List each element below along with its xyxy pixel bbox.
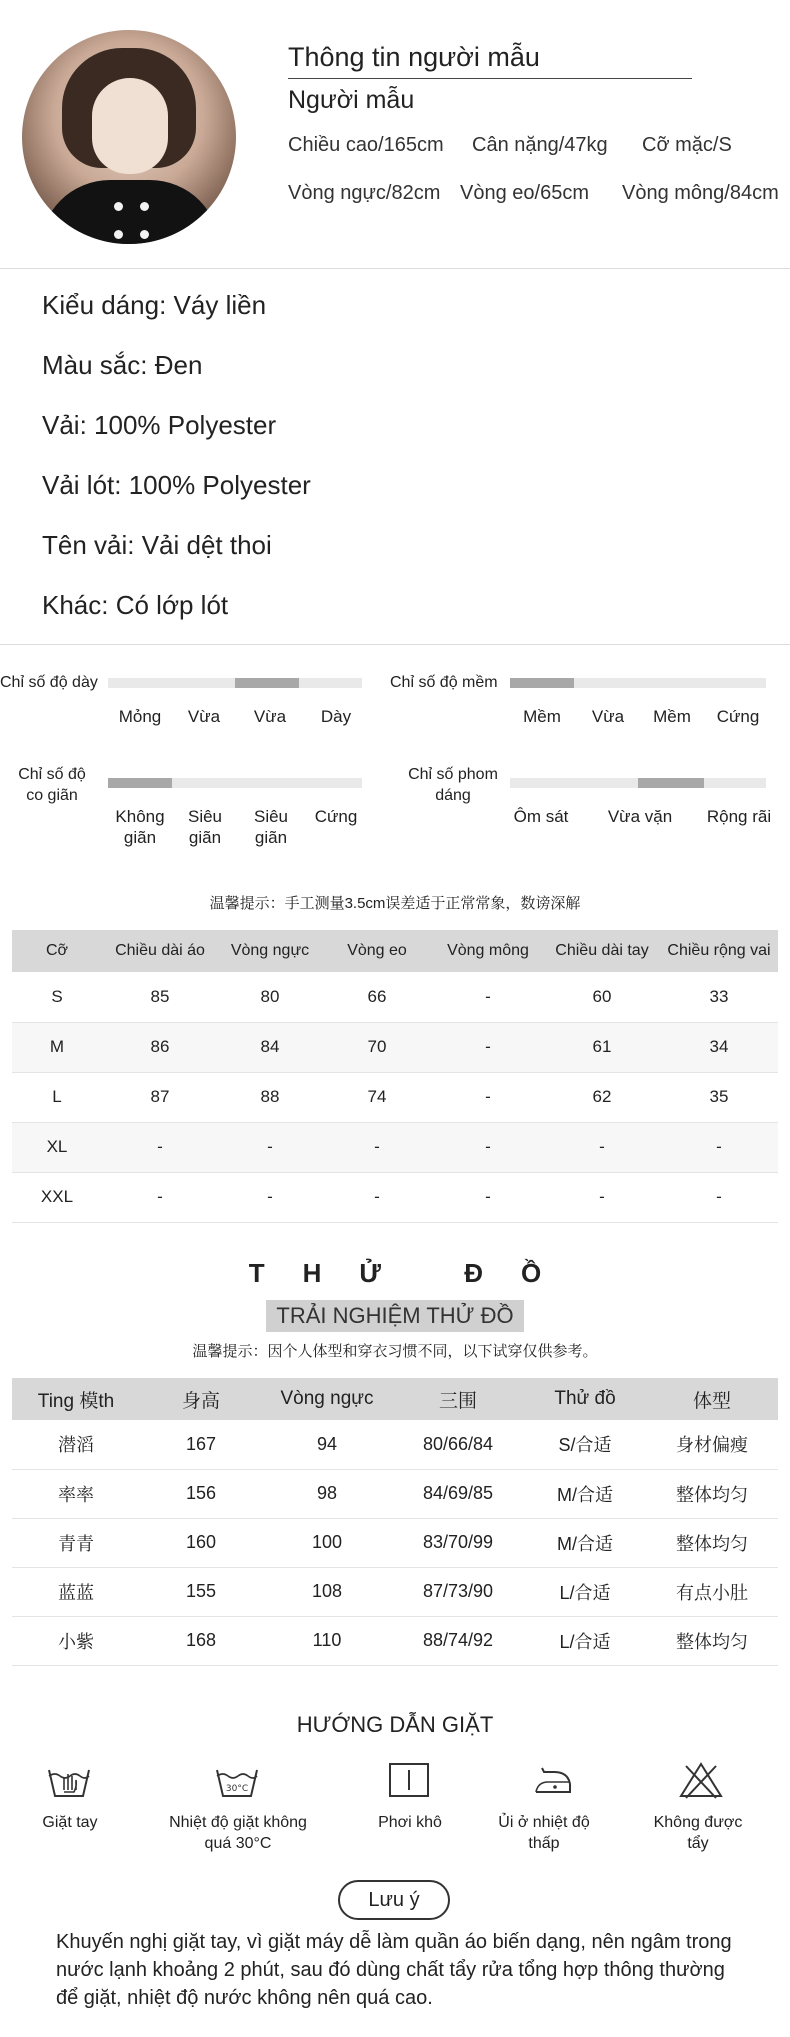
model-info-section — [0, 0, 790, 268]
model-bust: Vòng ngực/82cm — [288, 182, 441, 204]
table-cell: - — [544, 1172, 660, 1222]
table-cell: - — [660, 1172, 778, 1222]
table-cell: 率率 — [12, 1469, 140, 1518]
size-note: 温馨提示：手工测量3.5cm误差适于正常常象，数谤深解 — [209, 895, 581, 912]
column-header: Cỡ — [12, 930, 102, 972]
size-table — [12, 930, 778, 1223]
fit-index-fill — [638, 778, 704, 788]
table-cell: L — [12, 1072, 102, 1122]
table-cell: 34 — [660, 1022, 778, 1072]
thickness-index-fill — [235, 678, 299, 688]
column-header: Vòng eo — [322, 930, 432, 972]
table-cell: - — [432, 1072, 544, 1122]
title-underline — [288, 78, 692, 79]
table-row — [12, 1420, 778, 1469]
column-header: Chiều dài áo — [102, 930, 218, 972]
model-size: Cỡ mặc/S — [642, 134, 732, 156]
model-subtitle: Người mẫu — [288, 86, 415, 114]
line-dry-icon — [386, 1760, 432, 1800]
table-cell: 87/73/90 — [392, 1567, 524, 1616]
table-cell: 潜滔 — [12, 1420, 140, 1469]
table-cell: L/合适 — [524, 1567, 646, 1616]
softness-tick: Cứng — [716, 707, 760, 726]
table-cell: 86 — [102, 1022, 218, 1072]
try-on-note: 温馨提示：因个人体型和穿衣习惯不同，以下试穿仅供参考。 — [192, 1343, 598, 1360]
low-iron-label: Ủi ở nhiệt độ thấp — [498, 1814, 590, 1852]
no-bleach-label: Không được tẩy — [653, 1814, 743, 1852]
washing-guide-title: HƯỚNG DẪN GIẶT — [296, 1712, 494, 1737]
table-row — [12, 1567, 778, 1616]
table-cell: 108 — [262, 1567, 392, 1616]
table-cell: 88/74/92 — [392, 1616, 524, 1665]
thickness-index-bar — [108, 678, 362, 688]
column-header: Chiều dài tay — [544, 930, 660, 972]
spec-style: Kiểu dáng: Váy liền — [42, 290, 267, 320]
model-hip: Vòng mông/84cm — [622, 182, 779, 204]
table-row — [12, 1172, 778, 1222]
stretch-index-fill — [108, 778, 172, 788]
fit-tick: Rộng rãi — [706, 807, 772, 826]
thickness-tick: Vừa — [253, 707, 287, 726]
table-cell: 156 — [140, 1469, 262, 1518]
stretch-tick: Siêu giãn — [253, 807, 289, 847]
try-on-subtitle: TRẢI NGHIỆM THỬ ĐỒ — [266, 1300, 523, 1332]
column-header: Vòng ngực — [262, 1378, 392, 1420]
column-header: Vòng mông — [432, 930, 544, 972]
table-cell: 整体均匀 — [646, 1616, 778, 1665]
fit-index-bar — [510, 778, 766, 788]
table-row — [12, 1616, 778, 1665]
softness-index-fill — [510, 678, 574, 688]
washing-advice: Khuyến nghị giặt tay, vì giặt máy dễ làm quần áo biến dạng, nên ngâm trong nước lạnh khoảng 2 phút, sau đó dùng chất tẩy rửa tổng hợp thông thường để giặt, nhiệt độ nước không nên quá cao. — [56, 1931, 732, 2009]
column-header: 体型 — [646, 1378, 778, 1420]
table-cell: 94 — [262, 1420, 392, 1469]
table-cell: S — [12, 972, 102, 1022]
table-cell: 80/66/84 — [392, 1420, 524, 1469]
table-cell: - — [544, 1122, 660, 1172]
model-info-title: Thông tin người mẫu — [288, 42, 540, 72]
table-cell: 整体均匀 — [646, 1518, 778, 1567]
table-cell: - — [322, 1122, 432, 1172]
spec-fabric: Vải: 100% Polyester — [42, 410, 277, 440]
table-cell: 84/69/85 — [392, 1469, 524, 1518]
softness-index-label: Chỉ số độ mềm — [390, 674, 498, 691]
fit-tick: Ôm sát — [513, 807, 569, 826]
spec-other: Khác: Có lớp lót — [42, 590, 229, 620]
table-cell: 88 — [218, 1072, 322, 1122]
stretch-tick: Không giãn — [115, 807, 165, 847]
column-header: Vòng ngực — [218, 930, 322, 972]
fit-index-label: Chỉ số phom dáng — [408, 766, 498, 804]
table-cell: 110 — [262, 1616, 392, 1665]
table-cell: XL — [12, 1122, 102, 1172]
wash-30-icon — [214, 1760, 260, 1800]
table-cell: 98 — [262, 1469, 392, 1518]
model-waist: Vòng eo/65cm — [460, 182, 589, 204]
spec-color: Màu sắc: Đen — [42, 350, 203, 380]
table-cell: - — [102, 1172, 218, 1222]
table-cell: 身材偏瘦 — [646, 1420, 778, 1469]
table-cell: - — [322, 1172, 432, 1222]
try-on-table — [12, 1378, 778, 1666]
table-cell: - — [432, 1022, 544, 1072]
table-cell: 87 — [102, 1072, 218, 1122]
try-on-subtitle-wrap — [0, 1300, 790, 1332]
column-header: Thử đồ — [524, 1378, 646, 1420]
softness-tick: Mềm — [653, 707, 691, 726]
table-row — [12, 972, 778, 1022]
stretch-tick: Siêu giãn — [187, 807, 223, 847]
thickness-tick: Mỏng — [118, 707, 162, 726]
table-cell: - — [102, 1122, 218, 1172]
line-dry-label: Phơi khô — [378, 1814, 442, 1831]
table-cell: 61 — [544, 1022, 660, 1072]
table-cell: 168 — [140, 1616, 262, 1665]
table-cell: 35 — [660, 1072, 778, 1122]
model-avatar — [22, 30, 236, 244]
table-row — [12, 1518, 778, 1567]
note-badge: Lưu ý — [338, 1880, 450, 1920]
stretch-tick: Cứng — [314, 807, 358, 826]
table-cell: - — [218, 1172, 322, 1222]
wash-temp-label: Nhiệt độ giặt không quá 30°C — [169, 1814, 307, 1852]
table-cell: 70 — [322, 1022, 432, 1072]
thickness-tick: Vừa — [187, 707, 221, 726]
table-cell: 84 — [218, 1022, 322, 1072]
column-header: Chiều rộng vai — [660, 930, 778, 972]
column-header: Ting 模th — [12, 1378, 140, 1420]
table-row — [12, 1122, 778, 1172]
column-header: 三围 — [392, 1378, 524, 1420]
table-cell: - — [218, 1122, 322, 1172]
table-cell: 小紫 — [12, 1616, 140, 1665]
spec-fabric-name: Tên vải: Vải dệt thoi — [42, 530, 272, 560]
table-row — [12, 1072, 778, 1122]
hand-wash-icon — [46, 1760, 92, 1800]
table-row — [12, 1469, 778, 1518]
table-cell: S/合适 — [524, 1420, 646, 1469]
table-cell: - — [432, 1172, 544, 1222]
table-header-row — [12, 930, 778, 972]
thickness-tick: Dày — [320, 707, 352, 726]
no-bleach-icon — [678, 1760, 724, 1800]
table-cell: 80 — [218, 972, 322, 1022]
column-header: 身高 — [140, 1378, 262, 1420]
table-row — [12, 1022, 778, 1072]
table-cell: - — [660, 1122, 778, 1172]
softness-index-bar — [510, 678, 766, 688]
softness-tick: Mềm — [523, 707, 561, 726]
table-cell: M/合适 — [524, 1518, 646, 1567]
table-cell: - — [432, 1122, 544, 1172]
table-cell: 74 — [322, 1072, 432, 1122]
thickness-index-label: Chỉ số độ dày — [0, 674, 98, 691]
table-cell: L/合适 — [524, 1616, 646, 1665]
table-cell: 85 — [102, 972, 218, 1022]
table-cell: 160 — [140, 1518, 262, 1567]
hand-wash-label: Giặt tay — [42, 1814, 98, 1831]
fit-tick: Vừa vặn — [607, 807, 673, 826]
softness-tick: Vừa — [591, 707, 625, 726]
table-cell: 整体均匀 — [646, 1469, 778, 1518]
table-cell: 83/70/99 — [392, 1518, 524, 1567]
table-cell: 33 — [660, 972, 778, 1022]
divider — [0, 644, 790, 645]
divider — [0, 268, 790, 269]
table-cell: - — [432, 972, 544, 1022]
wash-temp-badge: 30°C — [225, 1784, 249, 1794]
table-cell: 66 — [322, 972, 432, 1022]
model-height: Chiều cao/165cm — [288, 134, 444, 156]
stretch-index-bar — [108, 778, 362, 788]
model-weight: Cân nặng/47kg — [472, 134, 608, 156]
table-cell: 蓝蓝 — [12, 1567, 140, 1616]
low-iron-icon — [530, 1760, 576, 1800]
table-header-row — [12, 1378, 778, 1420]
table-cell: XXL — [12, 1172, 102, 1222]
table-cell: 青青 — [12, 1518, 140, 1567]
table-cell: M — [12, 1022, 102, 1072]
try-on-title: THỬ ĐỒ — [248, 1258, 580, 1288]
stretch-index-label: Chỉ số độ co giãn — [18, 766, 86, 804]
spec-lining: Vải lót: 100% Polyester — [42, 470, 311, 500]
table-cell: 有点小肚 — [646, 1567, 778, 1616]
table-cell: 60 — [544, 972, 660, 1022]
table-cell: 62 — [544, 1072, 660, 1122]
table-cell: 167 — [140, 1420, 262, 1469]
table-cell: 100 — [262, 1518, 392, 1567]
table-cell: 155 — [140, 1567, 262, 1616]
table-cell: M/合适 — [524, 1469, 646, 1518]
